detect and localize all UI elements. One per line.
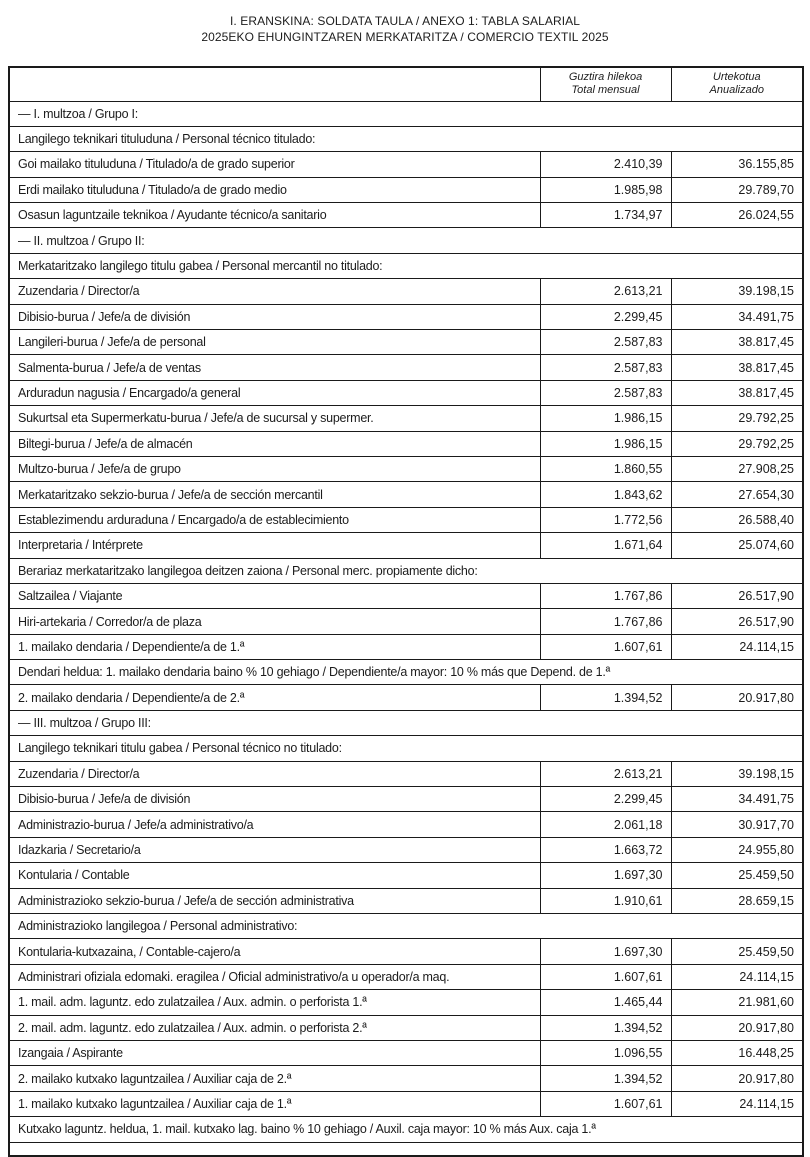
annualized-cell: 29.792,25 (671, 431, 803, 456)
monthly-total-cell: 1.607,61 (540, 964, 671, 989)
table-row (9, 330, 803, 355)
annualized-cell: 26.588,40 (671, 507, 803, 532)
table-row (9, 456, 803, 481)
job-title-cell: Arduradun nagusia / Encargado/a general (9, 380, 540, 405)
table-row (9, 1066, 803, 1091)
job-title-cell: 2. mail. adm. laguntz. edo zulatzailea / Aux. admin. o perforista 2.ª (9, 1015, 540, 1040)
table-row (9, 761, 803, 786)
monthly-total-cell: 1.860,55 (540, 456, 671, 481)
table-row (9, 812, 803, 837)
header-empty-cell (9, 67, 540, 101)
annualized-cell: 34.491,75 (671, 304, 803, 329)
table-row (9, 888, 803, 913)
table-row (9, 177, 803, 202)
monthly-total-cell: 1.671,64 (540, 533, 671, 558)
table-row (9, 203, 803, 228)
table-row (9, 304, 803, 329)
header-monthly-total (540, 67, 671, 101)
monthly-total-cell: 1.986,15 (540, 431, 671, 456)
group-label-cell: — II. multzoa / Grupo II: (9, 228, 803, 253)
job-title-cell: Kontularia-kutxazaina, / Contable-cajero/a (9, 939, 540, 964)
monthly-total-cell: 2.587,83 (540, 330, 671, 355)
table-row-group (9, 228, 803, 253)
annualized-cell: 25.459,50 (671, 939, 803, 964)
annualized-cell: 26.517,90 (671, 609, 803, 634)
table-row-section (9, 558, 803, 583)
annualized-cell: 29.792,25 (671, 406, 803, 431)
job-title-cell: Erdi mailako tituluduna / Titulado/a de grado medio (9, 177, 540, 202)
group-label-cell: — III. multzoa / Grupo III: (9, 710, 803, 735)
section-label-cell: Dendari heldua: 1. mailako dendaria baino % 10 gehiago / Dependiente/a mayor: 10 % más que Depend. de 1.ª (9, 660, 803, 685)
monthly-total-cell: 1.767,86 (540, 583, 671, 608)
monthly-total-cell: 1.607,61 (540, 1091, 671, 1116)
header-annualized-es: Anualizado (709, 84, 764, 97)
table-row-section (9, 1117, 803, 1142)
monthly-total-cell: 1.772,56 (540, 507, 671, 532)
table-row-section (9, 660, 803, 685)
annualized-cell: 21.981,60 (671, 990, 803, 1015)
partial-row-cell (9, 1142, 803, 1156)
monthly-total-cell: 1.096,55 (540, 1040, 671, 1065)
monthly-total-cell: 1.697,30 (540, 939, 671, 964)
table-row (9, 279, 803, 304)
annualized-cell: 28.659,15 (671, 888, 803, 913)
table-header-row (9, 67, 803, 101)
annualized-cell: 29.789,70 (671, 177, 803, 202)
job-title-cell: Idazkaria / Secretario/a (9, 837, 540, 862)
job-title-cell: Osasun laguntzaile teknikoa / Ayudante técnico/a sanitario (9, 203, 540, 228)
job-title-cell: Goi mailako tituluduna / Titulado/a de grado superior (9, 152, 540, 177)
table-row (9, 990, 803, 1015)
table-row-section (9, 736, 803, 761)
table-row-partial (9, 1142, 803, 1156)
annualized-cell: 25.074,60 (671, 533, 803, 558)
table-row (9, 507, 803, 532)
annualized-cell: 25.459,50 (671, 863, 803, 888)
job-title-cell: 1. mail. adm. laguntz. edo zulatzailea / Aux. admin. o perforista 1.ª (9, 990, 540, 1015)
table-row (9, 837, 803, 862)
job-title-cell: Multzo-burua / Jefe/a de grupo (9, 456, 540, 481)
monthly-total-cell: 2.587,83 (540, 380, 671, 405)
annualized-cell: 16.448,25 (671, 1040, 803, 1065)
table-row (9, 863, 803, 888)
job-title-cell: Izangaia / Aspirante (9, 1040, 540, 1065)
monthly-total-cell: 1.394,52 (540, 1066, 671, 1091)
annualized-cell: 24.114,15 (671, 1091, 803, 1116)
job-title-cell: Sukurtsal eta Supermerkatu-burua / Jefe/a de sucursal y supermer. (9, 406, 540, 431)
monthly-total-cell: 1.843,62 (540, 482, 671, 507)
monthly-total-cell: 2.061,18 (540, 812, 671, 837)
table-row (9, 152, 803, 177)
monthly-total-cell: 1.465,44 (540, 990, 671, 1015)
job-title-cell: Zuzendaria / Director/a (9, 279, 540, 304)
job-title-cell: Merkataritzako sekzio-burua / Jefe/a de sección mercantil (9, 482, 540, 507)
table-row (9, 431, 803, 456)
job-title-cell: Administrari ofiziala edomaki. eragilea / Oficial administrativo/a u operador/a maq. (9, 964, 540, 989)
annualized-cell: 38.817,45 (671, 355, 803, 380)
annualized-cell: 30.917,70 (671, 812, 803, 837)
monthly-total-cell: 2.613,21 (540, 761, 671, 786)
annualized-cell: 27.654,30 (671, 482, 803, 507)
table-row (9, 355, 803, 380)
table-row (9, 482, 803, 507)
job-title-cell: Administrazio-burua / Jefe/a administrativo/a (9, 812, 540, 837)
table-row-section (9, 914, 803, 939)
section-label-cell: Langilego teknikari titulu gabea / Personal técnico no titulado: (9, 736, 803, 761)
title-line-1: I. ERANSKINA: SOLDATA TAULA / ANEXO 1: TABLA SALARIAL (229, 14, 581, 28)
annualized-cell: 26.024,55 (671, 203, 803, 228)
table-row (9, 380, 803, 405)
monthly-total-cell: 1.394,52 (540, 685, 671, 710)
job-title-cell: 1. mailako kutxako laguntzailea / Auxiliar caja de 1.ª (9, 1091, 540, 1116)
annualized-cell: 24.114,15 (671, 964, 803, 989)
table-row (9, 787, 803, 812)
table-row (9, 964, 803, 989)
annualized-cell: 26.517,90 (671, 583, 803, 608)
job-title-cell: Saltzailea / Viajante (9, 583, 540, 608)
monthly-total-cell: 1.985,98 (540, 177, 671, 202)
monthly-total-cell: 1.607,61 (540, 634, 671, 659)
table-row-group (9, 101, 803, 126)
job-title-cell: 2. mailako dendaria / Dependiente/a de 2.ª (9, 685, 540, 710)
job-title-cell: Establezimendu arduraduna / Encargado/a de establecimiento (9, 507, 540, 532)
section-label-cell: Administrazioko langilegoa / Personal administrativo: (9, 914, 803, 939)
table-row-group (9, 710, 803, 735)
monthly-total-cell: 2.613,21 (540, 279, 671, 304)
job-title-cell: Biltegi-burua / Jefe/a de almacén (9, 431, 540, 456)
annualized-cell: 38.817,45 (671, 330, 803, 355)
monthly-total-cell: 1.767,86 (540, 609, 671, 634)
job-title-cell: Hiri-artekaria / Corredor/a de plaza (9, 609, 540, 634)
monthly-total-cell: 2.587,83 (540, 355, 671, 380)
monthly-total-cell: 2.299,45 (540, 787, 671, 812)
monthly-total-cell: 1.663,72 (540, 837, 671, 862)
table-row (9, 583, 803, 608)
annualized-cell: 38.817,45 (671, 380, 803, 405)
job-title-cell: Dibisio-burua / Jefe/a de división (9, 304, 540, 329)
table-row (9, 1091, 803, 1116)
table-row (9, 939, 803, 964)
section-label-cell: Merkataritzako langilego titulu gabea / Personal mercantil no titulado: (9, 253, 803, 278)
section-label-cell: Kutxako laguntz. heldua, 1. mail. kutxako lag. baino % 10 gehiago / Auxil. caja mayor: 10 % más Aux. caja 1.ª (9, 1117, 803, 1142)
section-label-cell: Berariaz merkataritzako langilegoa deitzen zaiona / Personal merc. propiamente dicho: (9, 558, 803, 583)
annualized-cell: 39.198,15 (671, 279, 803, 304)
annualized-cell: 24.114,15 (671, 634, 803, 659)
header-annualized (671, 67, 803, 101)
annualized-cell: 24.955,80 (671, 837, 803, 862)
job-title-cell: Dibisio-burua / Jefe/a de división (9, 787, 540, 812)
table-row-section (9, 253, 803, 278)
document-title (0, 13, 810, 45)
monthly-total-cell: 2.410,39 (540, 152, 671, 177)
annualized-cell: 20.917,80 (671, 1015, 803, 1040)
annualized-cell: 39.198,15 (671, 761, 803, 786)
table-row (9, 533, 803, 558)
salary-table-body (9, 101, 803, 1142)
annualized-cell: 20.917,80 (671, 1066, 803, 1091)
job-title-cell: Zuzendaria / Director/a (9, 761, 540, 786)
title-line-2: 2025EKO EHUNGINTZAREN MERKATARITZA / COMERCIO TEXTIL 2025 (201, 30, 609, 44)
table-row (9, 1015, 803, 1040)
table-row-section (9, 126, 803, 151)
annualized-cell: 34.491,75 (671, 787, 803, 812)
table-row (9, 634, 803, 659)
job-title-cell: 1. mailako dendaria / Dependiente/a de 1.ª (9, 634, 540, 659)
job-title-cell: Langileri-burua / Jefe/a de personal (9, 330, 540, 355)
monthly-total-cell: 1.734,97 (540, 203, 671, 228)
monthly-total-cell: 1.697,30 (540, 863, 671, 888)
header-annualized-eu: Urtekotua (712, 71, 761, 84)
table-row (9, 406, 803, 431)
job-title-cell: Interpretaria / Intérprete (9, 533, 540, 558)
annualized-cell: 27.908,25 (671, 456, 803, 481)
header-monthly-total-es: Total mensual (571, 84, 640, 97)
table-row (9, 609, 803, 634)
salary-table-container (8, 66, 802, 1157)
monthly-total-cell: 1.910,61 (540, 888, 671, 913)
job-title-cell: Administrazioko sekzio-burua / Jefe/a de sección administrativa (9, 888, 540, 913)
monthly-total-cell: 1.394,52 (540, 1015, 671, 1040)
table-row (9, 685, 803, 710)
header-monthly-total-eu: Guztira hilekoa (568, 71, 643, 84)
section-label-cell: Langilego teknikari tituluduna / Personal técnico titulado: (9, 126, 803, 151)
annualized-cell: 20.917,80 (671, 685, 803, 710)
salary-table (8, 66, 804, 1157)
group-label-cell: — I. multzoa / Grupo I: (9, 101, 803, 126)
table-row (9, 1040, 803, 1065)
monthly-total-cell: 2.299,45 (540, 304, 671, 329)
annualized-cell: 36.155,85 (671, 152, 803, 177)
job-title-cell: Kontularia / Contable (9, 863, 540, 888)
job-title-cell: Salmenta-burua / Jefe/a de ventas (9, 355, 540, 380)
monthly-total-cell: 1.986,15 (540, 406, 671, 431)
job-title-cell: 2. mailako kutxako laguntzailea / Auxiliar caja de 2.ª (9, 1066, 540, 1091)
